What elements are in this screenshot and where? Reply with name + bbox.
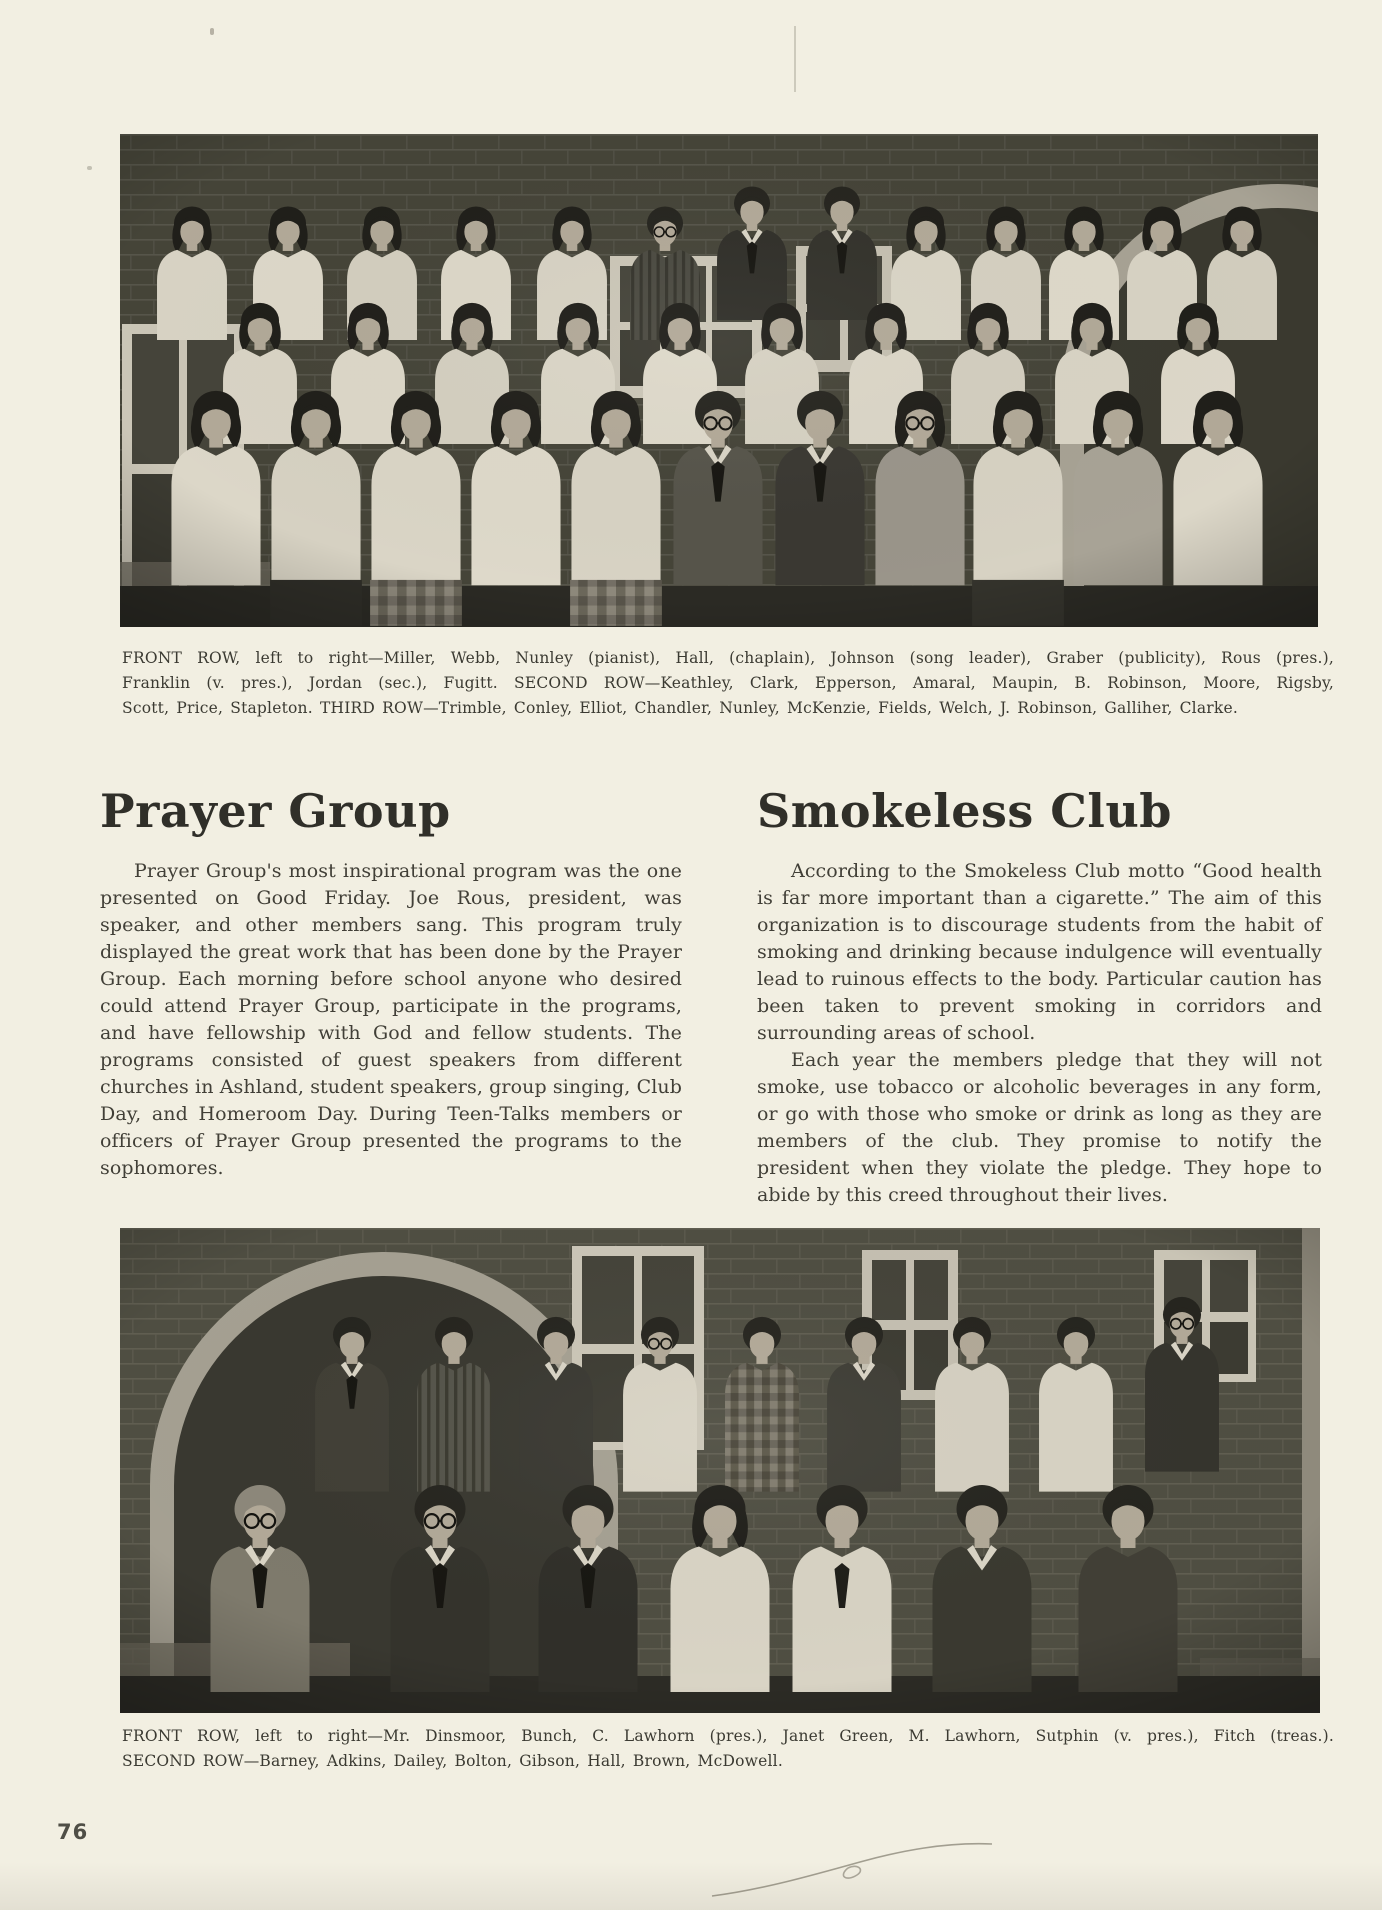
- scan-artifact-hair: [700, 1832, 1010, 1904]
- prayer-group-photo-image: [120, 134, 1318, 627]
- article-paragraph: According to the Smokeless Club motto “Good health is far more important than a cigarette.” The aim of this organization is to discourage students from the habit of smoking and drinking because indulgence will eventually lead to ruinous effects to the body. Particular caution has been taken to prevent smoking in corridors and surrounding areas of school.: [757, 860, 1322, 1044]
- prayer-group-photo: [120, 134, 1318, 627]
- article-prayer-group: [100, 786, 682, 1182]
- photo-vignette: [120, 134, 1318, 627]
- article-smokeless-club: [757, 786, 1322, 1209]
- smokeless-club-photo: [120, 1228, 1320, 1713]
- caption-line: SECOND ROW—Barney, Adkins, Dailey, Bolton, Gibson, Hall, Brown, McDowell.: [122, 1752, 783, 1770]
- article-title: Prayer Group: [100, 784, 451, 838]
- smokeless-club-photo-image: [120, 1228, 1320, 1713]
- top-photo-caption: [122, 646, 1334, 721]
- article-paragraph: Each year the members pledge that they will not smoke, use tobacco or alcoholic beverages in any form, or go with those who smoke or drink as long as they are members of the club. They promise to notify the president when they violate the pledge. They hope to abide by this creed throughout their lives.: [757, 1049, 1322, 1206]
- article-title: Smokeless Club: [757, 784, 1172, 838]
- scan-artifact-speck: [87, 166, 92, 170]
- photo-vignette: [120, 1228, 1320, 1713]
- caption-line: Franklin (v. pres.), Jordan (sec.), Fugitt. SECOND ROW—Keathley, Clark, Epperson, Amaral, Maupin, B. Robinson, Moore, Rigsby,: [122, 674, 1334, 692]
- caption-line: FRONT ROW, left to right—Mr. Dinsmoor, Bunch, C. Lawhorn (pres.), Janet Green, M. Lawhorn, Sutphin (v. pres.), Fitch (treas.).: [122, 1727, 1334, 1745]
- scan-artifact-speck: [210, 28, 214, 35]
- caption-line: Scott, Price, Stapleton. THIRD ROW—Trimble, Conley, Elliot, Chandler, Nunley, McKenzie, Fields, Welch, J. Robinson, Galliher, Clarke.: [122, 699, 1238, 717]
- bottom-photo-caption: [122, 1724, 1334, 1774]
- page-number: 76: [57, 1820, 89, 1844]
- scan-artifact-scratch: [794, 26, 796, 92]
- caption-line: FRONT ROW, left to right—Miller, Webb, Nunley (pianist), Hall, (chaplain), Johnson (song leader), Graber (publicity), Rous (pres.),: [122, 649, 1334, 667]
- article-paragraph: Prayer Group's most inspirational program was the one presented on Good Friday. Joe Rous, president, was speaker, and other members sang. This program truly displayed the great work that has been done by the Prayer Group. Each morning before school anyone who desired could attend Prayer Group, participate in the programs, and have fellowship with God and fellow students. The programs consisted of guest speakers from different churches in Ashland, student speakers, group singing, Club Day, and Homeroom Day. During Teen-Talks members or officers of Prayer Group presented the programs to the sophomores.: [100, 860, 682, 1179]
